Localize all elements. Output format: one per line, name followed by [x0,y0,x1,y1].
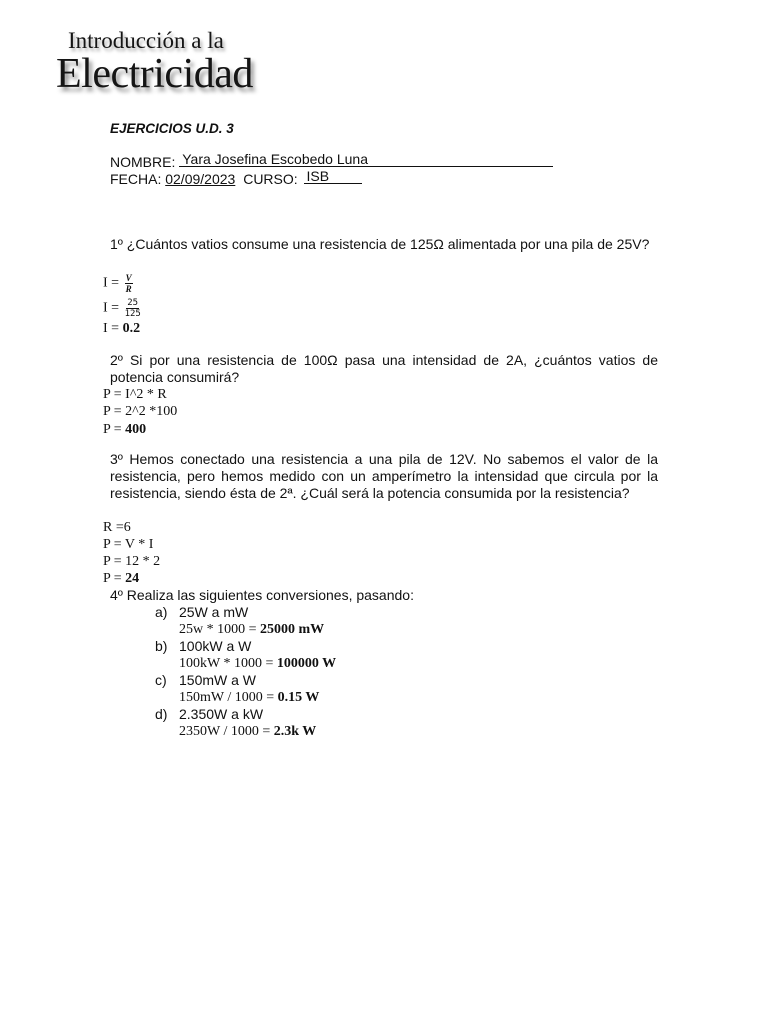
q1-line-2 [103,298,141,319]
q1-frac1-den: R [125,284,132,294]
q3-line-1: R =6 [103,520,131,535]
course-field [304,169,362,184]
question-3-text: 3º Hemos conectado una resistencia a una pila de 12V. No sabemos el valor de la resistencia, pero hemos medido con un amperímetro la intensidad que circula por la resistencia, siendo ésta de 2ª. ¿Cuál será la potencia consumida por la resistencia? [110,451,658,501]
q2-line-2: P = 2^2 *100 [103,404,178,419]
q2-line-3 [103,421,146,438]
name-label: NOMBRE: [110,154,176,170]
question-2-text: 2º Si por una resistencia de 100Ω pasa una intensidad de 2A, ¿cuántos vatios de potencia consumirá? [110,352,658,385]
q4-a-calc-text: 25w * 1000 = [179,622,257,637]
q4-d-result: 2.3k W [273,724,317,739]
q1-line-3 [103,320,140,337]
q1-line-1 [103,273,133,294]
q4-item-d-calc [179,723,316,740]
q4-b-result: 100000 W [276,656,337,671]
date-label: FECHA: [110,171,162,187]
date-row [110,169,362,188]
q4-item-a-calc [179,621,324,638]
q1-result: 0.2 [122,321,141,336]
q1-fraction-2 [125,298,141,319]
q4-item-b-label: 100kW a W [179,638,252,654]
question-4-text: 4º Realiza las siguientes conversiones, pasando: [110,587,414,603]
q4-b-calc-text: 100kW * 1000 = [179,656,274,671]
q4-item-c-letter: c) [155,672,167,688]
q1-frac1-num: V [125,273,132,283]
q1-l2-prefix: I = [103,300,120,316]
name-field [179,152,553,167]
q1-l1-prefix: I = [103,275,120,291]
q1-frac2-num: 25 [127,298,139,308]
question-1-text: 1º ¿Cuántos vatios consume una resistencia de 125Ω alimentada por una pila de 25V? [110,236,650,252]
q1-fraction-1 [125,273,133,294]
q4-item-c-calc [179,689,319,706]
course-label: CURSO: [243,171,298,187]
logo-title: Electricidad [56,51,253,97]
q4-c-calc-text: 150mW / 1000 = [179,690,275,705]
name-value: Yara Josefina Escobedo Luna [182,151,368,167]
q4-item-a-letter: a) [155,604,168,620]
q4-c-result: 0.15 W [277,690,320,705]
q4-item-b-letter: b) [155,638,168,654]
logo [56,28,266,97]
q4-d-calc-text: 2350W / 1000 = [179,724,271,739]
q3-line-4 [103,570,139,587]
q4-item-d-letter: d) [155,706,168,722]
q3-l4-prefix: P = [103,571,122,586]
q4-a-result: 25000 mW [260,622,325,637]
q2-result: 400 [125,422,147,437]
q3-line-2: P = V * I [103,537,154,552]
q1-l3-prefix: I = [103,321,120,336]
course-value: ISB [306,168,330,184]
q4-item-b-calc [179,655,336,672]
q1-frac2-den: 125 [124,309,141,319]
q2-line-1: P = I^2 * R [103,387,167,402]
q3-line-3: P = 12 * 2 [103,554,161,569]
logo-subtitle: Introducción a la [68,28,224,53]
q3-result: 24 [125,571,140,586]
q2-l3-prefix: P = [103,422,122,437]
exercise-heading: EJERCICIOS U.D. 3 [110,121,234,136]
date-value: 02/09/2023 [165,171,236,187]
q4-item-d-label: 2.350W a kW [179,706,264,722]
q4-item-a-label: 25W a mW [179,604,249,620]
q4-item-c-label: 150mW a W [179,672,257,688]
